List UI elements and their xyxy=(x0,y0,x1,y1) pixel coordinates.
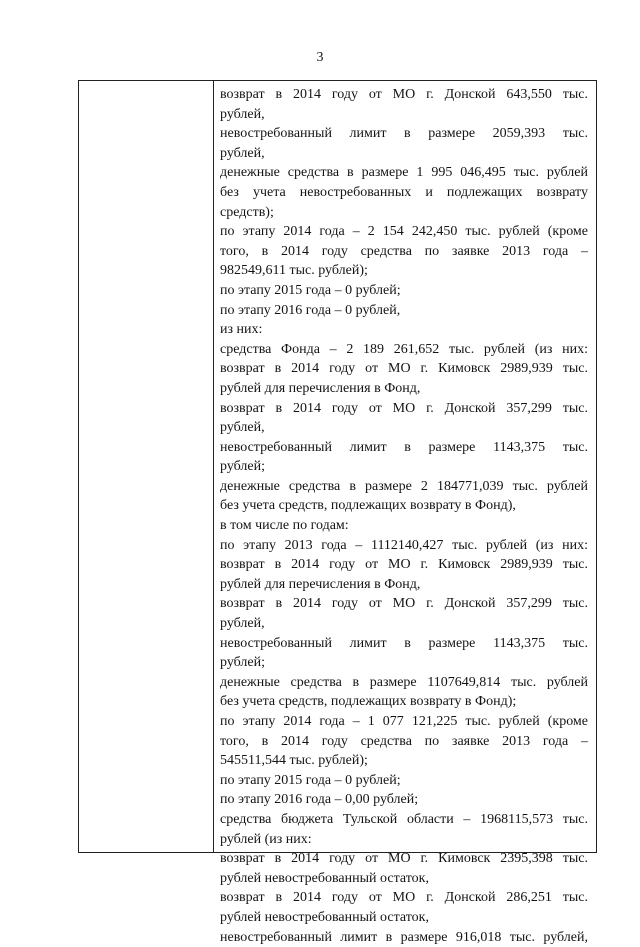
text-line: рублей для перечисления в Фонд, xyxy=(220,380,421,396)
text-line: 982549,611 тыс. рублей); xyxy=(220,263,368,279)
text-line: рублей, xyxy=(220,145,265,161)
text-line: рублей (из них: xyxy=(220,831,312,847)
text-line: по этапу 2014 года – 2 154 242,450 тыс. рублей (кроме xyxy=(220,224,588,240)
text-line: по этапу 2016 года – 0,00 рублей; xyxy=(220,792,419,808)
text-line: по этапу 2013 года – 1112140,427 тыс. рублей (из них: xyxy=(220,537,588,553)
document-table xyxy=(78,80,597,945)
table-text-cell xyxy=(214,81,596,945)
text-line: денежные средства в размере 2 184771,039 тыс. рублей xyxy=(220,478,588,494)
text-line: невостребованный лимит в размере 1143,375 тыс. xyxy=(220,635,588,651)
text-line: по этапу 2016 года – 0 рублей, xyxy=(220,302,401,318)
text-line: по этапу 2015 года – 0 рублей; xyxy=(220,282,401,298)
text-line: денежные средства в размере 1 995 046,495 тыс. рублей xyxy=(220,165,588,181)
text-line: средства Фонда – 2 189 261,652 тыс. рублей (из них: xyxy=(220,341,588,357)
text-line: возврат в 2014 году от МО г. Донской 357,299 тыс. xyxy=(220,400,588,416)
text-line: возврат в 2014 году от МО г. Кимовск 2989,939 тыс. xyxy=(220,361,588,377)
text-line: возврат в 2014 году от МО г. Кимовск 2395,398 тыс. xyxy=(220,851,588,867)
text-line: возврат в 2014 году от МО г. Донской 643,550 тыс. xyxy=(220,87,588,102)
text-line: по этапу 2014 года – 1 077 121,225 тыс. рублей (кроме xyxy=(220,714,588,729)
text-line: невостребованный лимит в размере 1143,375 тыс. xyxy=(220,439,588,455)
page-number: 3 xyxy=(316,50,324,65)
table-left-cell xyxy=(79,81,214,852)
text-line: возврат в 2014 году от МО г. Донской 286,251 тыс. xyxy=(220,890,588,906)
text-line: в том числе по годам: xyxy=(220,518,349,534)
text-line: рублей, xyxy=(220,616,265,632)
text-line: рублей для перечисления в Фонд, xyxy=(220,576,421,592)
text-line: невостребованный лимит в размере 916,018 тыс. рублей, xyxy=(220,929,588,945)
text-line: средств); xyxy=(220,204,274,220)
text-line: того, в 2014 году средства по заявке 2013 года – xyxy=(220,733,588,749)
text-line: возврат в 2014 году от МО г. Донской 357,299 тыс. xyxy=(220,596,588,612)
text-line: рублей, xyxy=(220,106,265,122)
text-line: без учета невостребованных и подлежащих возврату xyxy=(220,184,588,200)
text-line: средства бюджета Тульской области – 1968115,573 тыс. xyxy=(220,811,588,827)
text-line: рублей; xyxy=(220,655,265,671)
text-line: того, в 2014 году средства по заявке 2013 года – xyxy=(220,243,588,259)
text-line: невостребованный лимит в размере 2059,393 тыс. xyxy=(220,126,588,142)
text-line: 545511,544 тыс. рублей); xyxy=(220,753,368,769)
text-line: по этапу 2015 года – 0 рублей; xyxy=(220,772,401,788)
text-line: рублей невостребованный остаток, xyxy=(220,870,429,886)
text-line: рублей; xyxy=(220,459,265,475)
text-line: рублей невостребованный остаток, xyxy=(220,909,429,925)
text-line: денежные средства в размере 1107649,814 тыс. рублей xyxy=(220,674,588,690)
text-line: без учета средств, подлежащих возврату в Фонд), xyxy=(220,498,516,514)
text-line: без учета средств, подлежащих возврату в Фонд); xyxy=(220,694,517,710)
text-line: рублей, xyxy=(220,420,265,436)
text-line: из них: xyxy=(220,322,263,338)
text-line: возврат в 2014 году от МО г. Кимовск 2989,939 тыс. xyxy=(220,557,588,573)
